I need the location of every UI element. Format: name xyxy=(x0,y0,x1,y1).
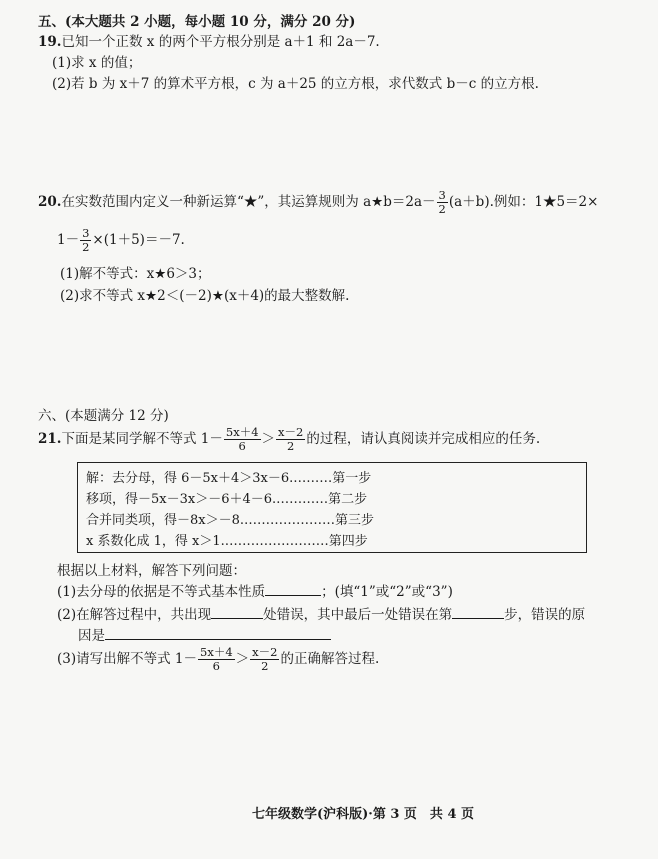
fraction-numerator: 3 xyxy=(82,226,90,240)
question-21-text-b: 的过程，请认真阅读并完成相应的任务. xyxy=(306,431,541,447)
answer-blank-3[interactable] xyxy=(452,606,504,619)
question-21-part-2-text-a: (2)在解答过程中，共出现 xyxy=(57,607,212,623)
question-21-part-3-text-b: 的正确解答过程. xyxy=(280,651,380,667)
question-21-number: 21. xyxy=(38,431,62,447)
question-21-text-a: 下面是某同学解不等式 1－ xyxy=(61,431,223,447)
question-20-example-a: 1－ xyxy=(57,232,80,248)
question-21-stem xyxy=(38,426,540,453)
question-21-intro: 根据以上材料，解答下列问题： xyxy=(57,563,246,579)
question-21-part-1 xyxy=(57,580,453,600)
solution-step-1: 解：去分母，得 6－5x＋4＞3x－6.………第一步 xyxy=(86,471,372,486)
fraction-denominator: 6 xyxy=(238,439,246,453)
question-20-text-a: 在实数范围内定义一种新运算“★”，其运算规则为 a★b＝2a－ xyxy=(61,194,436,210)
question-21-part-2-cont xyxy=(78,624,331,644)
fraction-numerator: x－2 xyxy=(252,645,278,659)
question-20-example xyxy=(57,227,185,254)
question-20-example-fraction xyxy=(80,227,91,254)
section-5-header: 五、(本大题共 2 小题，每小题 10 分，满分 20 分) xyxy=(38,14,356,30)
solution-step-4: x 系数化成 1，得 x＞1.……………………第四步 xyxy=(86,534,368,549)
question-21-part-2 xyxy=(57,603,585,623)
answer-blank-1[interactable] xyxy=(265,583,321,596)
question-21-fraction-1 xyxy=(224,426,261,453)
fraction-denominator: 2 xyxy=(438,202,446,216)
question-21-fraction-2 xyxy=(276,426,305,453)
question-19-number: 19. xyxy=(38,34,62,50)
fraction-numerator: 5x＋4 xyxy=(225,425,259,439)
fraction-denominator: 2 xyxy=(82,240,90,254)
solution-step-2: 移项，得－5x－3x＞－6＋4－6.…………第二步 xyxy=(86,492,368,507)
section-6-header: 六、(本题满分 12 分) xyxy=(38,408,169,424)
question-20-example-b: ×(1＋5)＝－7. xyxy=(92,232,185,248)
question-20-part-2: (2)求不等式 x★2＜(－2)★(x＋4)的最大整数解. xyxy=(60,288,350,304)
greater-than-sign: ＞ xyxy=(235,651,250,667)
greater-than-sign: ＞ xyxy=(261,431,276,447)
question-21-part-1-text-a: (1)去分母的依据是不等式基本性质 xyxy=(57,584,266,600)
question-19-part-1: (1)求 x 的值； xyxy=(52,55,142,71)
fraction-denominator: 6 xyxy=(212,659,220,673)
question-20-text-b: (a＋b).例如：1★5＝2× xyxy=(448,194,599,210)
fraction-numerator: x－2 xyxy=(278,425,304,439)
fraction-denominator: 2 xyxy=(261,659,269,673)
answer-blank-4[interactable] xyxy=(105,627,331,640)
answer-blank-2[interactable] xyxy=(211,606,263,619)
page-footer: 七年级数学(沪科版)·第 3 页 共 4 页 xyxy=(252,807,475,822)
question-20-number: 20. xyxy=(38,194,62,210)
fraction-numerator: 3 xyxy=(438,188,446,202)
solution-step-3: 合并同类项，得－8x＞－8.…………………第三步 xyxy=(86,513,375,528)
question-21-part-3-text-a: (3)请写出解不等式 1－ xyxy=(57,651,198,667)
question-20-fraction xyxy=(437,189,448,216)
question-21-part-2-text-b: 处错误，其中最后一处错误在第 xyxy=(263,607,453,623)
solution-box xyxy=(77,462,587,553)
question-19-stem xyxy=(38,30,380,50)
question-20-stem xyxy=(38,189,598,216)
question-21-part-2-text-d: 因是 xyxy=(78,628,105,644)
fraction-denominator: 2 xyxy=(287,439,295,453)
question-19-text: 已知一个正数 x 的两个平方根分别是 a＋1 和 2a－7. xyxy=(61,34,380,50)
question-19-part-2: (2)若 b 为 x＋7 的算术平方根，c 为 a＋25 的立方根，求代数式 b－c 的立方根. xyxy=(52,76,539,92)
fraction-numerator: 5x＋4 xyxy=(200,645,233,659)
question-21-part-3-fraction-1 xyxy=(198,646,235,673)
question-21-part-2-text-c: 步，错误的原 xyxy=(504,607,586,623)
question-21-part-1-text-b: ；(填“1”或“2”或“3”) xyxy=(321,584,453,600)
question-20-part-1: (1)解不等式：x★6＞3； xyxy=(60,266,211,282)
question-21-part-3-fraction-2 xyxy=(250,646,279,673)
question-21-part-3 xyxy=(57,646,379,673)
